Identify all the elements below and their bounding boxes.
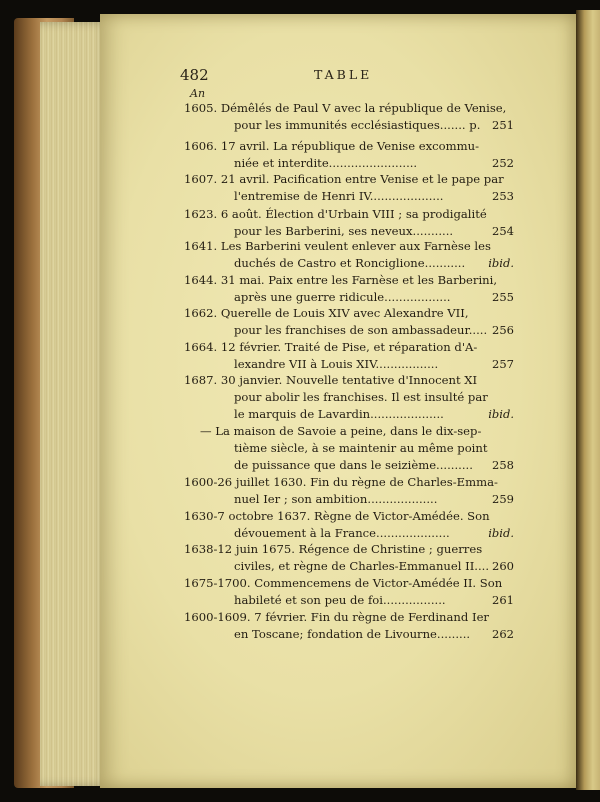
toc-entry — [184, 206, 514, 240]
entry-line: civiles, et règne de Charles-Emmanuel II.... — [234, 559, 490, 573]
entry-page-ref: 259 — [492, 492, 514, 506]
entry-line: pour les immunités ecclésiastiques....... p. — [234, 118, 481, 132]
toc-entry — [184, 171, 514, 205]
toc-entry — [184, 575, 514, 609]
entry-line: pour les franchises de son ambassadeur..... — [234, 323, 488, 337]
entry-line: pour les Barberini, ses neveux........... — [234, 224, 454, 238]
toc-entry — [184, 100, 514, 134]
entry-page-ref: 251 — [492, 118, 514, 132]
entry-page-ref: 258 — [492, 458, 514, 472]
running-head: TABLE — [314, 67, 373, 82]
entry-line: 1606. 17 avril. La république de Venise excommu- — [184, 139, 480, 153]
entry-line: 1607. 21 avril. Pacification entre Venise et le pape par — [184, 172, 504, 186]
entry-line: nuel Ier ; son ambition................... — [234, 492, 438, 506]
page-header — [180, 66, 560, 86]
entry-line: après une guerre ridicule.................. — [234, 290, 451, 304]
toc-entry — [184, 474, 514, 508]
toc-entry — [184, 508, 514, 542]
toc-entry — [184, 138, 514, 172]
entry-line: tième siècle, à se maintenir au même point — [234, 441, 488, 455]
entry-line: 1600-1609. 7 février. Fin du règne de Ferdinand Ier — [184, 610, 489, 624]
book-gutter — [576, 10, 600, 790]
page-number: 482 — [180, 66, 209, 84]
entry-page-ref: 253 — [492, 189, 514, 203]
toc-entry — [184, 272, 514, 306]
entry-line: niée et interdite........................ — [234, 156, 418, 170]
entry-line: 1662. Querelle de Louis XIV avec Alexandre VII, — [184, 306, 469, 320]
entry-page-ref: 254 — [492, 224, 514, 238]
entry-line: 1687. 30 janvier. Nouvelle tentative d'Innocent XI — [184, 373, 478, 387]
entry-line: l'entremise de Henri IV.................... — [234, 189, 444, 203]
entry-line: 1641. Les Barberini veulent enlever aux Farnèse les — [184, 239, 491, 253]
entry-page-ref: 257 — [492, 357, 514, 371]
entry-line: 1638-12 juin 1675. Régence de Christine ; guerres — [184, 542, 483, 556]
toc-entry — [184, 609, 514, 643]
year-column-label: An — [190, 87, 206, 100]
toc-entry — [184, 238, 514, 272]
entry-line: en Toscane; fondation de Livourne......... — [234, 627, 471, 641]
toc-entry — [184, 541, 514, 575]
entry-page-ref: 255 — [492, 290, 514, 304]
entry-line: — La maison de Savoie a peine, dans le dix-sep- — [200, 424, 482, 438]
entry-line: 1605. Démêlés de Paul V avec la république de Venise, — [184, 101, 507, 115]
entry-line: le marquis de Lavardin.................... — [234, 407, 444, 421]
entry-page-ref: ibid. — [488, 407, 514, 421]
toc-entry — [184, 423, 514, 474]
entry-line: habileté et son peu de foi................. — [234, 593, 446, 607]
entry-line: de puissance que dans le seizième.......... — [234, 458, 473, 472]
entry-line: 1630-7 octobre 1637. Règne de Victor-Amédée. Son — [184, 509, 490, 523]
entry-line: lexandre VII à Louis XIV................. — [234, 357, 439, 371]
toc-entry — [184, 372, 514, 423]
entry-line: dévouement à la France.................... — [234, 526, 450, 540]
entry-line: 1623. 6 août. Élection d'Urbain VIII ; sa prodigalité — [184, 207, 487, 221]
entry-page-ref: 261 — [492, 593, 514, 607]
entry-line: 1664. 12 février. Traité de Pise, et réparation d'A- — [184, 340, 478, 354]
entry-line: 1600-26 juillet 1630. Fin du règne de Charles-Emma- — [184, 475, 498, 489]
entry-page-ref: 260 — [492, 559, 514, 573]
entry-page-ref: 252 — [492, 156, 514, 170]
entry-line: pour abolir les franchises. Il est insulté par — [234, 390, 488, 404]
entry-page-ref: ibid. — [488, 526, 514, 540]
entry-line: 1675-1700. Commencemens de Victor-Amédée II. Son — [184, 576, 503, 590]
entry-page-ref: 262 — [492, 627, 514, 641]
entry-page-ref: ibid. — [488, 256, 514, 270]
toc-entry — [184, 339, 514, 373]
entry-line: 1644. 31 mai. Paix entre les Farnèse et les Barberini, — [184, 273, 498, 287]
toc-entry — [184, 305, 514, 339]
entry-line: duchés de Castro et Ronciglione........... — [234, 256, 466, 270]
entry-page-ref: 256 — [492, 323, 514, 337]
